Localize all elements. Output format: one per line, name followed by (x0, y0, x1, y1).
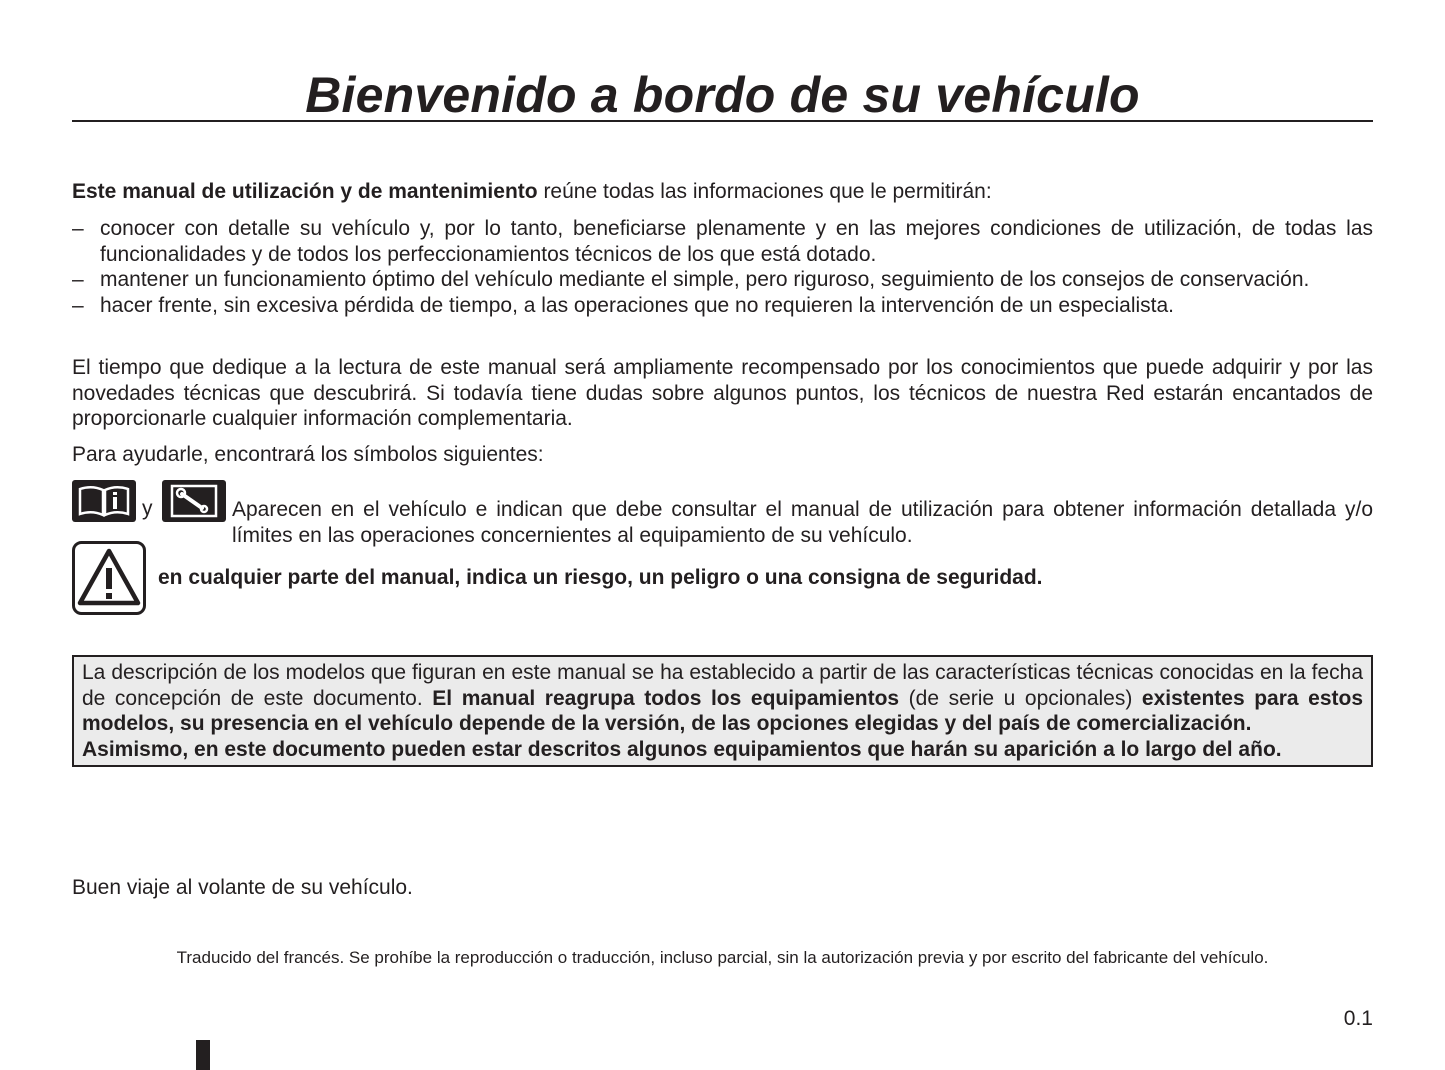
warning-row (72, 541, 1373, 615)
list-item (72, 267, 1373, 293)
warning-text: en cualquier parte del manual, indica un riesgo, un peligro o una consigna de seguridad. (158, 566, 1043, 589)
disclaimer-part2: (de serie u opcionales) (899, 686, 1142, 710)
page-number: 0.1 (1343, 1007, 1373, 1030)
symbols-intro: Para ayudarle, encontrará los símbolos siguientes: (72, 443, 544, 466)
page-title: Bienvenido a bordo de su vehículo (305, 67, 1140, 123)
disclaimer-paragraph (82, 660, 1363, 737)
list-item (72, 293, 1373, 319)
bullet-dash: – (72, 293, 84, 317)
book-info-icon (72, 480, 136, 522)
wrench-icon (162, 480, 226, 522)
bullet-text: conocer con detalle su vehículo y, por lo tanto, beneficiarse plenamente y en las mejores condiciones de utilización, de todas las funcionalidades y de todos los perfeccionamientos técnicos de los que está dotado. (100, 217, 1373, 266)
symbols-separator: y (142, 497, 153, 520)
bullet-text: mantener un funcionamiento óptimo del vehículo mediante el simple, pero riguroso, seguimiento de los consejos de conservación. (100, 268, 1310, 291)
intro-bold: Este manual de utilización y de mantenimiento (72, 180, 538, 203)
bullet-dash: – (72, 217, 84, 240)
intro-rest: reúne todas las informaciones que le permitirán: (537, 180, 992, 203)
bullet-list (72, 216, 1373, 318)
list-item (72, 216, 1373, 267)
disclaimer-note (82, 737, 1363, 763)
disclaimer-part1: La descripción de los modelos que figuran en este manual se ha establecido a partir de las características técnicas conocidas en la fecha de concepción de este documento. (82, 661, 1363, 710)
symbols-row (72, 480, 1373, 547)
intro-paragraph (72, 179, 1373, 205)
reading-paragraph: El tiempo que dedique a la lectura de este manual será ampliamente recompensado por los conocimientos que puede adquirir y por las novedades técnicas que descubrirá. Si todavía tiene dudas sobre algunos puntos, los técnicos de nuestra Red estarán encantados de proporcionarle cualquier información complementaria. (72, 356, 1373, 430)
bullet-text: hacer frente, sin excesiva pérdida de tiempo, a las operaciones que no requieren la intervención de un especialista. (100, 293, 1174, 317)
closing-line: Buen viaje al volante de su vehículo. (72, 876, 413, 899)
symbols-text: Aparecen en el vehículo e indican que debe consultar el manual de utilización para obtener información detallada y/o límites en las operaciones concernientes al equipamiento de su vehículo. (232, 498, 1373, 547)
bullet-dash: – (72, 268, 84, 291)
disclaimer-bold2: existentes para estos modelos, su presencia en el vehículo depende de la versión, de las opciones elegidas y del país de comercialización. (82, 686, 1364, 735)
title-rule (72, 66, 1373, 122)
disclaimer-bold1: El manual reagrupa todos los equipamientos (432, 686, 900, 710)
footnote: Traducido del francés. Se prohíbe la reproducción o traducción, incluso parcial, sin la autorización previa y por escrito del fabricante del vehículo. (176, 948, 1269, 967)
warning-triangle-icon (72, 541, 146, 615)
page-edge-marker (196, 1040, 210, 1070)
disclaimer-box (72, 655, 1373, 767)
disclaimer-bold3: Asimismo, en este documento pueden estar descritos algunos equipamientos que harán su aparición a lo largo del año. (82, 737, 1282, 761)
